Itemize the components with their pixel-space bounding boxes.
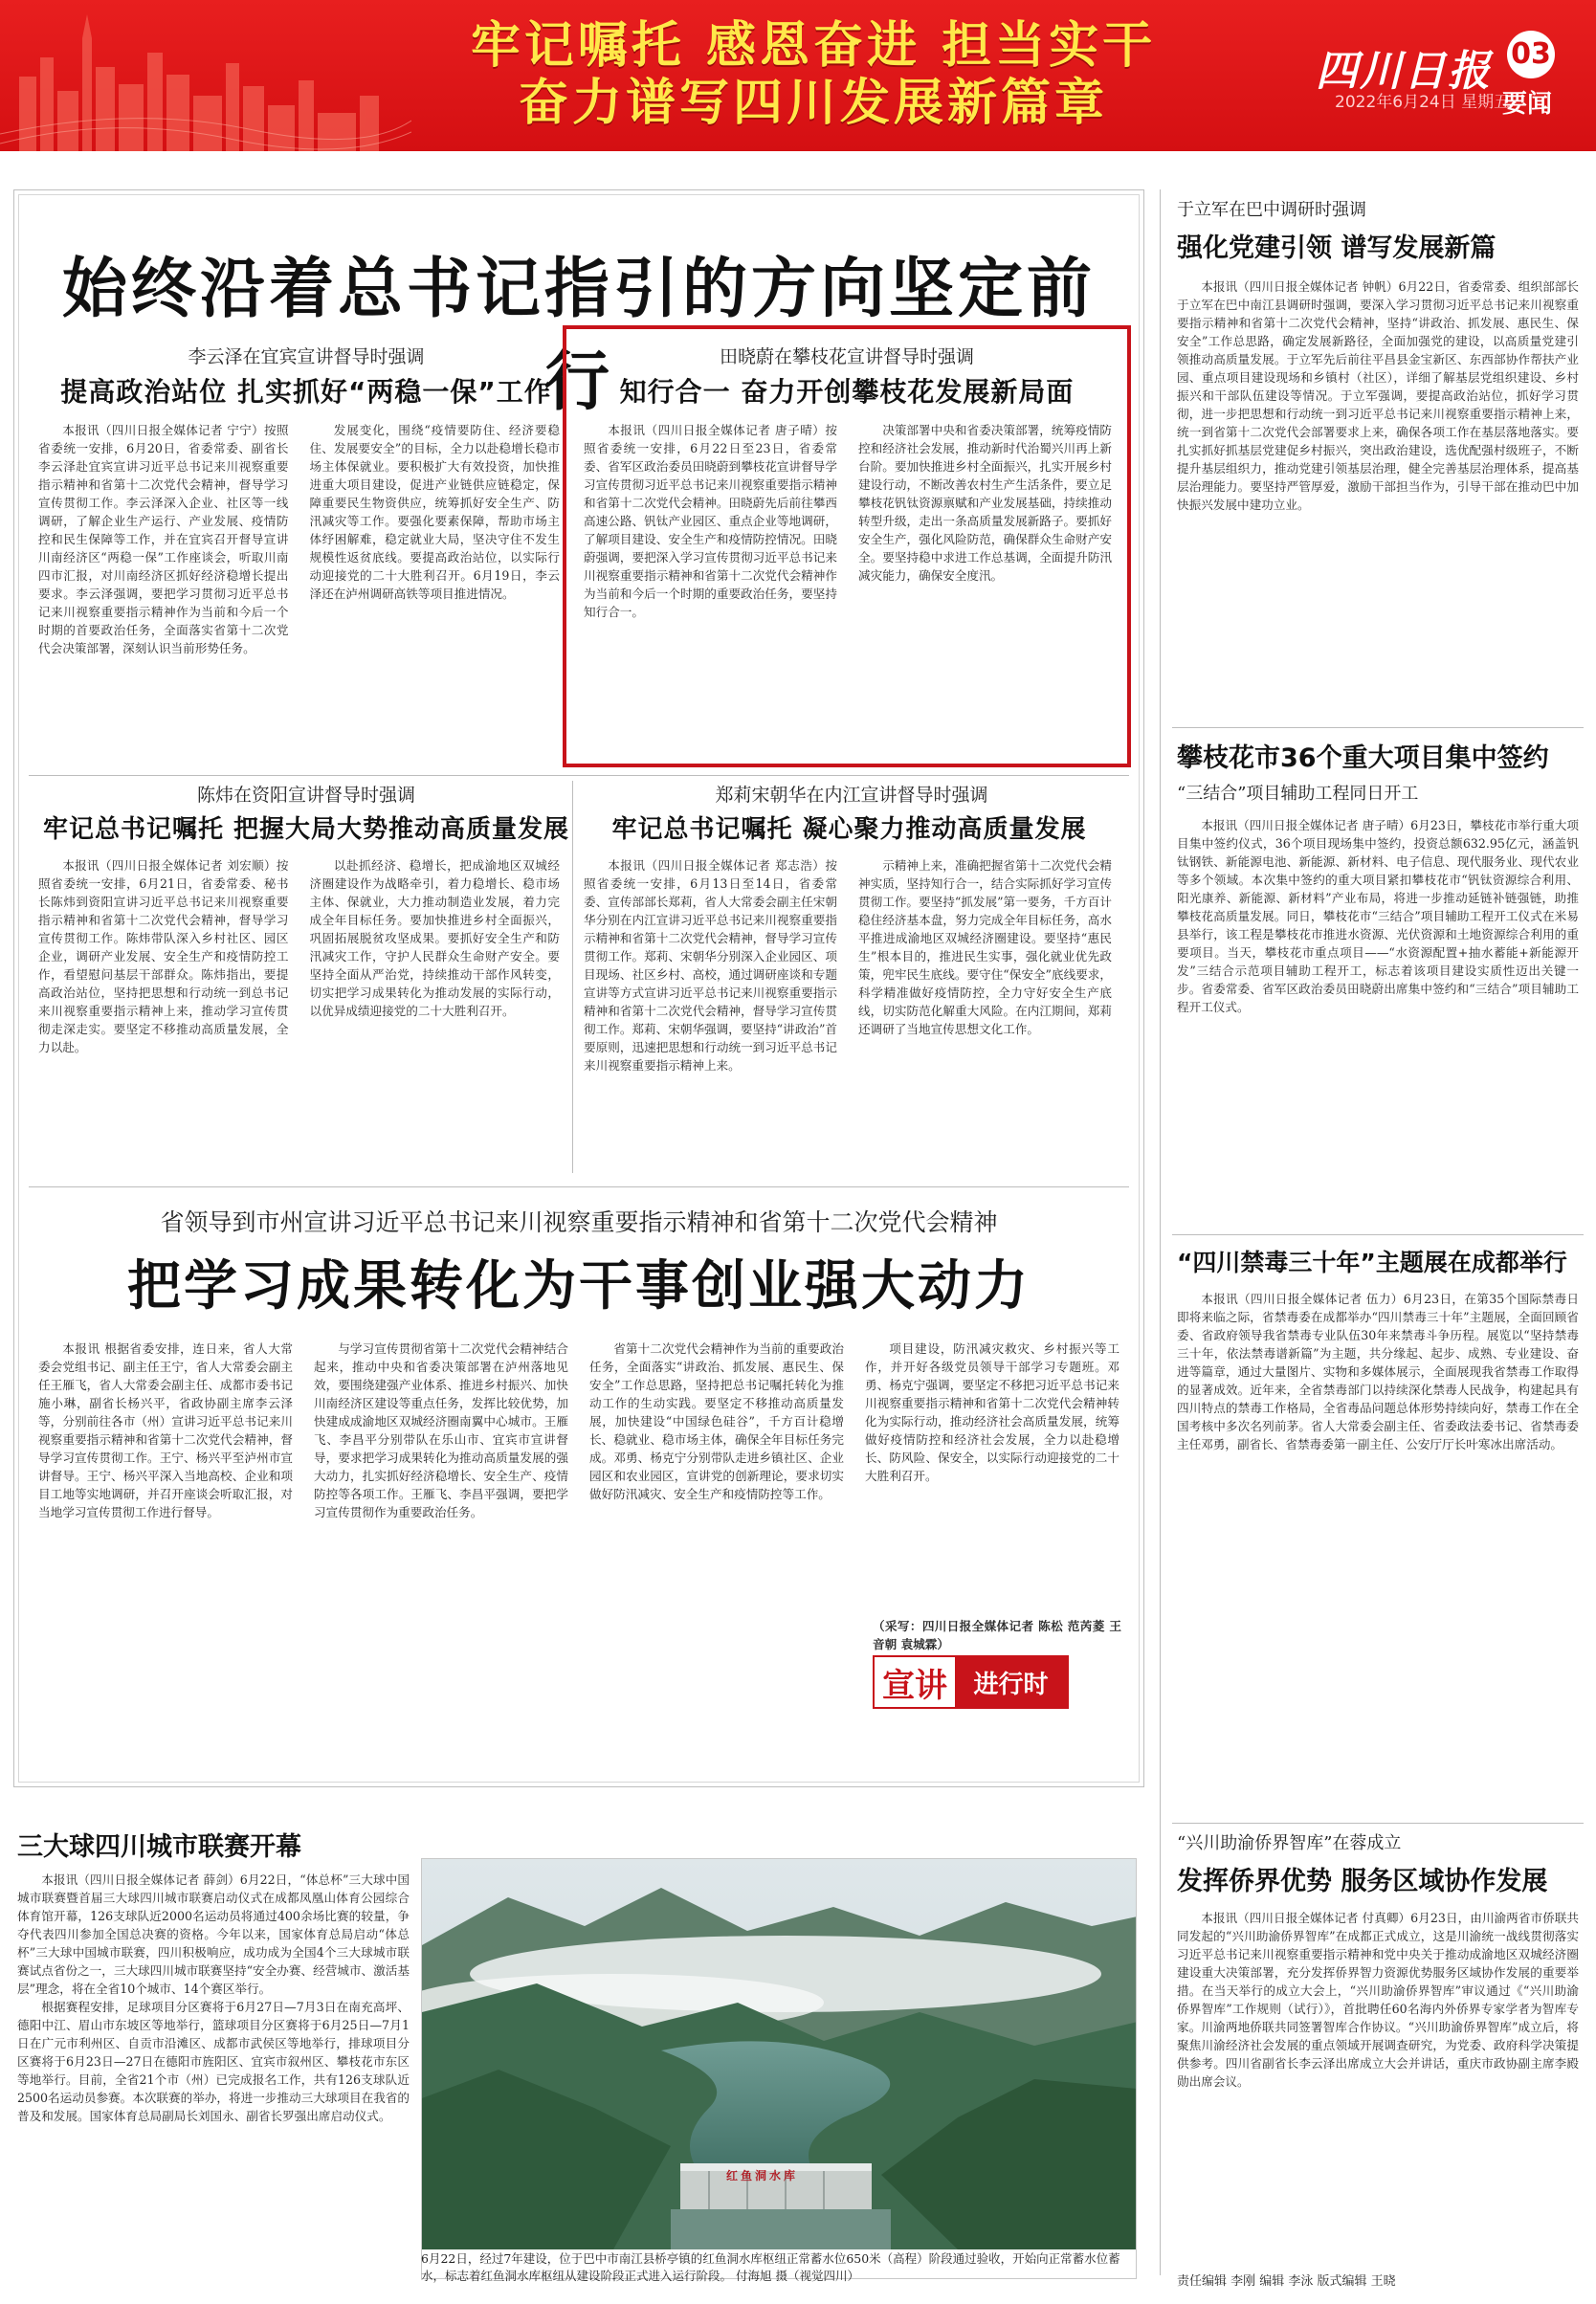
- paper-logo: 四川日报: [1316, 47, 1492, 96]
- slogan-line-1: 牢记嘱托 感恩奋进 担当实干: [470, 17, 1157, 75]
- a3-headline: 牢记总书记嘱托 把握大局大势推动高质量发展: [42, 815, 570, 844]
- a4-column-2: 示精神上来，准确把握省第十二次党代会精神实质，坚持知行合一，结合实际抓好学习宣传贯彻工作。要坚持“抓发展”第一要务，千方百计稳住经济基本盘，努力完成全年目标任务，高水平推进成渝地区双城经济圈建设。要坚持“惠民生”根本目的，推进民生实事，强化就业优先政策，兜牢民生底线。要守住“保安全”底线要求，科学精准做好疫情防控，全力守好安全生产底线，切实防范化解重大风险。在内江期间，郑莉还调研了当地宣传思想文化工作。: [858, 858, 1112, 1036]
- s4-title: 发挥侨界优势 服务区域协作发展: [1177, 1867, 1548, 1896]
- s1-title: 强化党建引领 谱写发展新篇: [1177, 233, 1496, 263]
- a3-column-1: 本报讯（四川日报全媒体记者 刘宏顺）按照省委统一安排，6月21日，省委常委、秘书长陈炜到资阳宣讲习近平总书记来川视察重要指示精神和省第十二次党代会精神，督导学习宣传贯彻工作。陈炜带队深入乡村社区、园区企业，调研产业发展、安全生产和疫情防控工作，看望慰问基层干部群众。陈炜指出，要提高政治站位，坚持把思想和行动统一到总书记来川视察重要指示精神上来，推动学习宣传贯彻走深走实。要坚定不移推动高质量发展，全力以赴。: [38, 858, 289, 1054]
- a2-kicker: 田晓蔚在攀枝花宣讲督导时强调: [719, 346, 974, 367]
- s2-title: 攀枝花市36个重大项目集中签约: [1177, 743, 1549, 773]
- s3-title: “四川禁毒三十年”主题展在成都举行: [1177, 1249, 1567, 1276]
- page-number: 03: [1507, 31, 1555, 78]
- a4-kicker: 郑莉宋朝华在内江宣讲督导时强调: [715, 785, 988, 806]
- dam-sign: 红鱼洞水库: [726, 2169, 799, 2182]
- a3-column-2: 以赴抓经济、稳增长，把成渝地区双城经济圈建设作为战略牵引，着力稳增长、稳市场主体、保就业，大力推动制造业发展，着力完成全年目标任务。要加快推进乡村全面振兴，巩固拓展脱贫攻坚成果。要抓好安全生产和防汛减灾工作，守护人民群众生命财产安全。要坚持全面从严治党，持续推动干部作风转变，切实把学习成果转化为推动发展的实际行动，以优异成绩迎接党的二十大胜利召开。: [309, 858, 560, 1018]
- section-name: 要闻: [1502, 90, 1553, 119]
- masthead-banner: [0, 0, 1596, 151]
- s3-body: 本报讯（四川日报全媒体记者 伍力）6月23日，在第35个国际禁毒日即将来临之际，省禁毒委在成都举办“四川禁毒三十年”主题展，全面回顾省委、省政府领导我省禁毒专业队伍30年来禁毒斗争历程。展览以“坚持禁毒三十年，依法禁毒谱新篇”为主题，共分缘起、起步、成熟、专业建设、奋进等篇章，通过大量图片、实物和多媒体展示，全面展现我省禁毒工作取得的显著成效。近年来，全省禁毒部门以持续深化禁毒人民战争，构建起具有四川特点的禁毒工作格局，全省毒品问题总体形势持续向好，禁毒工作在全国考核中多次名列前茅。省人大常委会副主任、省委政法委书记、省禁毒委主任邓勇，副省长、省禁毒委第一副主任、公安厅厅长叶寒冰出席活动。: [1177, 1292, 1579, 1451]
- bottom-paragraph-1: 本报讯（四川日报全媒体记者 薛剑）6月22日，“体总杯”三大球中国城市联赛暨首届三大球四川城市联赛启动仪式在成都凤凰山体育公园综合体育馆开幕，126支球队近2000名运动员将通过400余场比赛的较量，争夺代表四川参加全国总决赛的资格。今年以来，国家体育总局启动“体总杯”三大球中国城市联赛，四川积极响应，成功成为全国4个三大球城市联赛试点省份之一，三大球四川城市联赛坚持“安全办赛、经营城市、激活基层”理念，将在全省10个城市、14个赛区举行。: [17, 1872, 410, 1996]
- divider: [29, 1186, 1129, 1187]
- a5-column-4: 项目建设，防汛减灾救灾、乡村振兴等工作，并开好各级党员领导干部学习专题班。邓勇、杨克宁强调，要坚定不移把习近平总书记来川视察重要指示精神和省第十二次党代会精神转化为实际行动，推动经济社会高质量发展，统筹做好疫情防控和经济社会发展，全力以赴稳增长、防风险、保安全，以实际行动迎接党的二十大胜利召开。: [865, 1341, 1119, 1483]
- a2-column-1: 本报讯（四川日报全媒体记者 唐子晴）按照省委统一安排，6月22日至23日，省委常委、省军区政治委员田晓蔚到攀枝花宣讲督导学习宣传贯彻习近平总书记来川视察重要指示精神和省第十二次党代会精神。田晓蔚先后前往攀西高速公路、钒钛产业园区、重点企业等地调研，了解项目建设、安全生产和疫情防控情况。田晓蔚强调，要把深入学习宣传贯彻习近平总书记来川视察重要指示精神和省第十二次党代会精神作为当前和今后一个时期的重要政治任务，要坚持知行合一。: [584, 423, 837, 619]
- side-story-2: [1177, 737, 1579, 1232]
- photo-caption: 6月22日，经过7年建设，位于巴中市南江县桥亭镇的红鱼洞水库枢纽正常蓄水位650米（高程）阶段通过验收，开始向正常蓄水位蓄水，标志着红鱼洞水库枢纽从建设阶段正式进入运行阶段。 付海旭 摄（视觉四川）: [421, 2251, 1120, 2283]
- side-story-3: [1177, 1244, 1579, 1854]
- bottom-body: [17, 1871, 410, 2277]
- side-story-1: [1177, 196, 1579, 765]
- a1-body: [38, 421, 560, 765]
- editors-credit: 责任编辑 李刚 编辑 李泳 版式编辑 王晓: [1177, 2274, 1396, 2289]
- divider: [29, 775, 1129, 776]
- a2-headline: 知行合一 奋力开创攀枝花发展新局面: [619, 376, 1075, 408]
- s1-kicker: 于立军在巴中调研时强调: [1177, 200, 1366, 220]
- masthead-slogan: [459, 17, 1167, 132]
- a5-column-3: 省第十二次党代会精神作为当前的重要政治任务，全面落实“讲政治、抓发展、惠民生、保安全”工作总思路，坚持把总书记嘱托转化为推动工作的生动实践。要坚定不移推动高质量发展，加快建设“中国绿色硅谷”，千方百计稳增长、稳就业、稳市场主体，确保全年目标任务完成。邓勇、杨克宁分别带队走进乡镇社区、企业园区和农业园区，宣讲党的创新理论，要求切实做好防汛减灾、安全生产和疫情防控等工作。: [589, 1341, 844, 1501]
- divider: [1172, 1823, 1584, 1824]
- badge-left: 宣讲: [882, 1666, 947, 1705]
- column-divider: [572, 781, 573, 1173]
- a2-column-2: 决策部署中央和省委决策部署，统筹疫情防控和经济社会发展，推动新时代治蜀兴川再上新台阶。要加快推进乡村全面振兴，扎实开展乡村建设行动，不断改善农村生产生活条件，要立足攀枝花钒钛资源禀赋和产业发展基础，持续推动转型升级，走出一条高质量发展新路子。要抓好安全生产，强化风险防范，确保群众生命财产安全。要坚持稳中求进工作总基调，全面提升防汛减灾能力，确保安全度汛。: [858, 423, 1112, 583]
- a5-body: [38, 1340, 1119, 1646]
- s4-body: 本报讯（四川日报全媒体记者 付真卿）6月23日，由川渝两省市侨联共同发起的“兴川助渝侨界智库”在成都正式成立，这是川渝统一战线贯彻落实习近平总书记来川视察重要指示精神和党中央关于推动成渝地区双城经济圈建设重大决策部署，充分发挥侨界智力资源优势服务区域协作发展的重要举措。在当天举行的成立大会上，“兴川助渝侨界智库”审议通过《“兴川助渝侨界智库”工作规则（试行）》，首批聘任60名海内外侨界专家学者为智库专家。川渝两地侨联共同签署智库合作协议。“兴川助渝侨界智库”成立后，将聚焦川渝经济社会发展的重点领域开展调查研究，为党委、政府科学决策提供参考。四川省副省长李云泽出席成立大会并讲话，重庆市政协副主席李殿勋出席会议。: [1177, 1911, 1579, 2089]
- slogan-line-2: 奋力谱写四川发展新篇章: [518, 75, 1108, 132]
- a1-kicker: 李云泽在宜宾宣讲督导时强调: [188, 346, 425, 367]
- a3-body: [38, 856, 560, 1177]
- reservoir-landscape-image: [422, 1859, 1137, 2249]
- a5-headline: 把学习成果转化为干事创业强大动力: [127, 1255, 1031, 1318]
- column-divider: [1160, 189, 1161, 2275]
- a2-body: [584, 421, 1112, 751]
- side-story-4: [1177, 1829, 1579, 2292]
- xuanjiang-badge: [873, 1655, 1069, 1709]
- city-skyline-graphic: [0, 0, 411, 151]
- badge-right: 进行时: [955, 1657, 1067, 1707]
- a3-kicker: 陈炜在资阳宣讲督导时强调: [196, 785, 415, 806]
- bottom-paragraph-2: 根据赛程安排，足球项目分区赛将于6月27日—7月3日在南充高坪、德阳中江、眉山市东坡区等地举行，篮球项目分区赛将于6月25日—7月1日在广元市利州区、自贡市沿滩区、成都市武侯区等地举行，排球项目分区赛将于6月23日—27日在德阳市旌阳区、宜宾市叙州区、攀枝花市东区等地举行。目前，全省21个市（州）已完成报名工作，共有126支球队近2500名运动员参赛。本次联赛的举办，将进一步推动三大球项目在我省的普及和发展。国家体育总局副局长刘国永、副省长罗强出席启动仪式。: [17, 2000, 410, 2123]
- a1-column-2: 发展变化，围绕“疫情要防住、经济要稳住、发展要安全”的目标，全力以赴稳增长稳市场主体保就业。要积极扩大有效投资，加快推进重大项目建设，促进产业链供应链稳定，保障重要民生物资供应，统筹抓好安全生产、防汛减灾等工作。要强化要素保障，帮助市场主体纾困解难，稳定就业大局，坚决守住不发生规模性返贫底线。要提高政治站位，以实际行动迎接党的二十大胜利召开。6月19日，李云泽还在泸州调研高铁等项目推进情况。: [309, 423, 560, 601]
- bottom-title: 三大球四川城市联赛开幕: [17, 1832, 301, 1862]
- s2-subtitle: “三结合”项目辅助工程同日开工: [1177, 784, 1419, 804]
- divider: [1172, 1234, 1584, 1235]
- a5-byline: （采写：四川日报全媒体记者 陈松 范芮菱 王音朝 袁城霖）: [873, 1619, 1121, 1651]
- a5-column-1: 本报讯 根据省委安排，连日来，省人大常委会党组书记、副主任王宁，省人大常委会副主任王雁飞，省人大常委会副主任、成都市委书记施小琳，副省长杨兴平，省政协副主席李云泽等，分别前往各市（州）宣讲习近平总书记来川视察重要指示精神和省第十二次党代会精神，督导学习宣传贯彻工作。王宁、杨兴平至泸州市宣讲督导。王宁、杨兴平深入当地高校、企业和项目工地等实地调研，并召开座谈会听取汇报，对当地学习宣传贯彻工作进行督导。: [38, 1341, 293, 1519]
- s4-kicker: “兴川助渝侨界智库”在蓉成立: [1177, 1833, 1402, 1853]
- a1-column-1: 本报讯（四川日报全媒体记者 宁宁）按照省委统一安排，6月20日，省委常委、副省长李云泽赴宜宾宣讲习近平总书记来川视察重要指示精神和省第十二次党代会精神，督导学习宣传贯彻工作。李云泽深入企业、社区等一线调研，了解企业生产运行、产业发展、疫情防控和民生保障等工作，并在宜宾召开督导宣讲川南经济区“两稳一保”工作座谈会，听取川南四市汇报，对川南经济区抓好经济稳增长提出要求。李云泽强调，要把学习贯彻习近平总书记来川视察重要指示精神作为当前和今后一个时期的首要政治任务，全面落实省第十二次党代会决策部署，深刻认识当前形势任务。: [38, 423, 289, 655]
- a4-headline: 牢记总书记嘱托 凝心聚力推动高质量发展: [611, 815, 1087, 844]
- s1-body: 本报讯（四川日报全媒体记者 钟帆）6月22日，省委常委、组织部部长于立军在巴中南江县调研时强调，要深入学习贯彻习近平总书记来川视察重要指示精神和省第十二次党代会精神，坚持“讲政治、抓发展、惠民生、保安全”工作总思路，确定发展新路径，全面加强党的建设，以高质量党建引领推动高质量发展。于立军先后前往平昌县金宝新区、东西部协作帮扶产业园、重点项目建设现场和乡镇村（社区），详细了解基层党组织建设、乡村振兴和干部队伍建设等情况。于立军强调，要提高政治站位，抓好学习贯彻，进一步把思想和行动统一到习近平总书记来川视察重要指示精神上来，统一到省第十二次党代会部署要求上来，确保各项工作在基层落地落实。要扎实抓好抓基层党建促乡村振兴，突出政治建设，选优配强村级班子，不断提升基层组织力，推动党建引领基层治理，健全完善基层治理体系，提高基层治理能力。要坚持严管厚爱，激励干部担当作为，引导干部在推动巴中加快振兴发展中建功立业。: [1177, 279, 1579, 512]
- reservoir-photo: [421, 1858, 1137, 2279]
- a1-headline: 提高政治站位 扎实抓好“两稳一保”工作: [60, 376, 552, 408]
- a4-column-1: 本报讯（四川日报全媒体记者 郑志浩）按照省委统一安排，6月13日至14日，省委常委、宣传部部长郑莉，省人大常委会副主任宋朝华分别在内江宣讲习近平总书记来川视察重要指示精神和省第十二次党代会精神，督导学习宣传贯彻工作。郑莉、宋朝华分别深入企业园区、项目现场、社区乡村、高校，通过调研座谈和专题宣讲等方式宣讲习近平总书记来川视察重要指示精神和省第十二次党代会精神，督导学习宣传贯彻工作。郑莉、宋朝华强调，要坚持“讲政治”首要原则，迅速把思想和行动统一到习近平总书记来川视察重要指示精神上来。: [584, 858, 837, 1073]
- s2-body: 本报讯（四川日报全媒体记者 唐子晴）6月23日，攀枝花市举行重大项目集中签约仪式，36个项目现场集中签约，投资总额632.95亿元，涵盖钒钛钢铁、新能源电池、新能源、新材料、电子信息、现代服务业、现代农业等多个领域。本次集中签约的重大项目紧扣攀枝花市“钒钛资源综合利用、阳光康养、新能源、新材料”产业布局，将进一步推动延链补链强链，助推攀枝花高质量发展。同日，攀枝花市“三结合”项目辅助工程开工仪式在米易县举行，该工程是攀枝花市推进水资源、光伏资源和土地资源综合利用的重要项目。当天，攀枝花市重点项目——“水资源配置+抽水蓄能+新能源开发”三结合示范项目辅助工程开工，标志着该项目建设实质性迈出关键一步。省委常委、省军区政治委员田晓蔚出席集中签约和“三结合”项目辅助工程开工仪式。: [1177, 818, 1579, 1014]
- a5-kicker: 省领导到市州宣讲习近平总书记来川视察重要指示精神和省第十二次党代会精神: [160, 1208, 998, 1236]
- a5-column-2: 与学习宣传贯彻省第十二次党代会精神结合起来，推动中央和省委决策部署在泸州落地见效，要围绕建强产业体系、推进乡村振兴、加快川南经济区建设等重点任务，发挥比较优势，加快建成成渝地区双城经济圈南翼中心城市。王雁飞、李昌平分别带队在乐山市、宜宾市宣讲督导，要求把学习成果转化为推动高质量发展的强大动力，扎实抓好经济稳增长、安全生产、疫情防控等各项工作。王雁飞、李昌平强调，要把学习宣传贯彻作为重要政治任务。: [314, 1341, 568, 1519]
- a4-body: [584, 856, 1112, 1177]
- issue-date: 2022年6月24日 星期五: [1335, 93, 1511, 112]
- divider: [1172, 727, 1584, 728]
- lead-headline: 始终沿着总书记指引的方向坚定前行: [61, 252, 1096, 420]
